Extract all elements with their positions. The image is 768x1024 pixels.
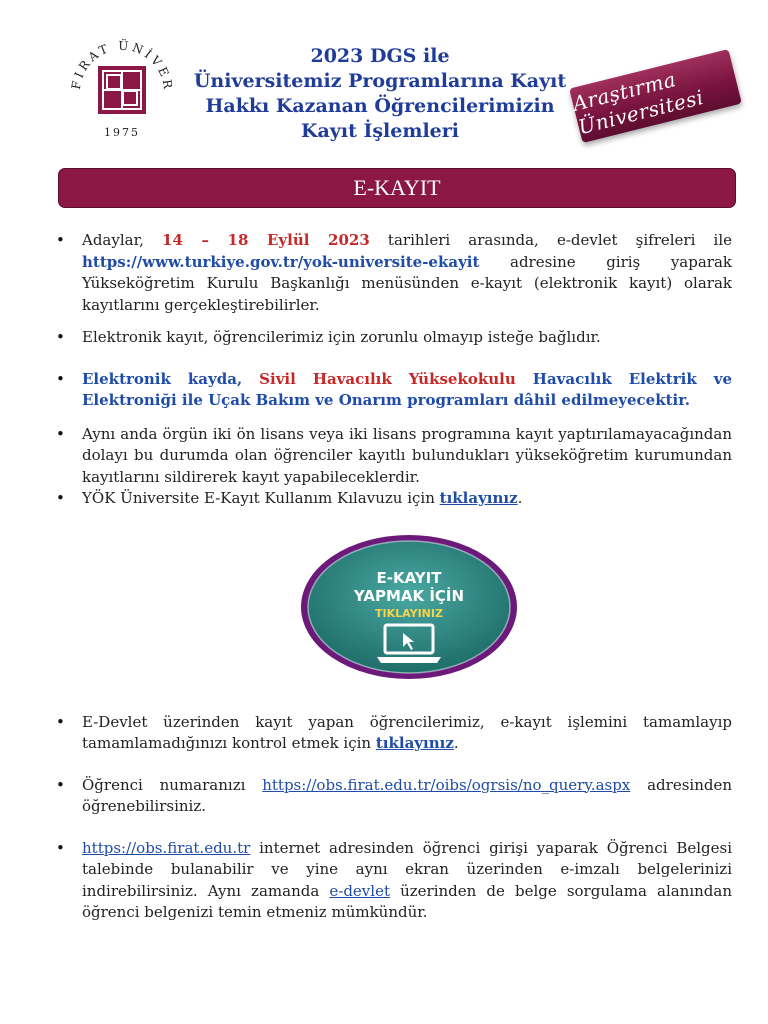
- obs-link[interactable]: https://obs.firat.edu.tr: [82, 838, 251, 857]
- title-line-1: 2023 DGS ile: [310, 45, 450, 67]
- registration-dates: 14 – 18 Eylül 2023: [162, 231, 370, 249]
- university-logo: [68, 36, 176, 144]
- title-line-3: Hakkı Kazanan Öğrencilerimizin: [205, 95, 555, 117]
- page-title: [180, 44, 580, 144]
- logo-year: 1975: [104, 126, 140, 139]
- list-item: • Öğrenci numaranızı https://obs.firat.edu.tr/oibs/ogrsis/no_query.aspx adresinden öğrenebilirsiniz.: [56, 775, 732, 818]
- list-item: • YÖK Üniversite E-Kayıt Kullanım Kılavuzu için tıklayınız.: [56, 488, 732, 510]
- logo-arc-text: FIRAT ÜNİVER: [68, 38, 176, 93]
- edevlet-ekayit-link[interactable]: https://www.turkiye.gov.tr/yok-universite-ekayit: [82, 252, 480, 271]
- list-item: • Elektronik kayda, Sivil Havacılık Yüksekokulu Havacılık Elektrik ve Elektroniği ile Uçak Bakım ve Onarım programları dâhil edilmeyecektir.: [56, 369, 732, 412]
- ekayit-line3: TIKLAYINIZ: [375, 607, 443, 620]
- check-status-link[interactable]: tıklayınız: [375, 734, 454, 752]
- list-item: • https://obs.firat.edu.tr internet adresinden öğrenci girişi yaparak Öğrenci Belgesi talebinde bulanabilir ve yine aynı ekran üzerinden e-imzalı belgelerinizi indirebilirsiniz. Aynı zamanda e-devlet üzerinden de belge sorgulama alanından öğrenci belgenizi temin etmeniz mümkündür.: [56, 838, 732, 924]
- ekayit-line1: E-KAYIT: [376, 569, 442, 587]
- badge-text: Araştırma Üniversitesi: [570, 67, 706, 140]
- list-item: • Adaylar, 14 – 18 Eylül 2023 tarihleri arasında, e-devlet şifreleri ile https://www.turkiye.gov.tr/yok-universite-ekayit adresine giriş yaparak Yükseköğretim Kurulu Başkanlığı menüsünden e-kayıt (elektronik kayıt) olarak kayıtlarını gerçekleştirebilirler.: [56, 230, 732, 316]
- ekayit-section-banner: E-KAYIT: [58, 168, 736, 208]
- edevlet-link[interactable]: e-devlet: [329, 881, 390, 900]
- guide-link[interactable]: tıklayınız: [439, 489, 518, 507]
- list-item: • Elektronik kayıt, öğrencilerimiz için zorunlu olmayıp isteğe bağlıdır.: [56, 327, 732, 349]
- title-line-2: Üniversitemiz Programlarına Kayıt: [193, 70, 567, 92]
- student-number-link[interactable]: https://obs.firat.edu.tr/oibs/ogrsis/no_query.aspx: [262, 775, 631, 794]
- title-line-4: Kayıt İşlemleri: [300, 120, 459, 142]
- ekayit-button[interactable]: [299, 533, 519, 681]
- list-item: • Aynı anda örgün iki ön lisans veya iki lisans programına kayıt yaptırılamayacağından dolayı bu durumda olan öğrenciler kayıtlı bulundukları yükseköğretim kurumundan kayıtlarını sildirerek kayıt yapabileceklerdir.: [56, 424, 732, 489]
- excluded-school: Sivil Havacılık Yüksekokulu: [259, 369, 516, 388]
- ekayit-line2: YAPMAK İÇİN: [353, 587, 465, 605]
- research-university-badge: [557, 28, 756, 169]
- list-item: • E-Devlet üzerinden kayıt yapan öğrencilerimiz, e-kayıt işlemini tamamlayıp tamamlamadığınızı kontrol etmek için tıklayınız.: [56, 712, 732, 755]
